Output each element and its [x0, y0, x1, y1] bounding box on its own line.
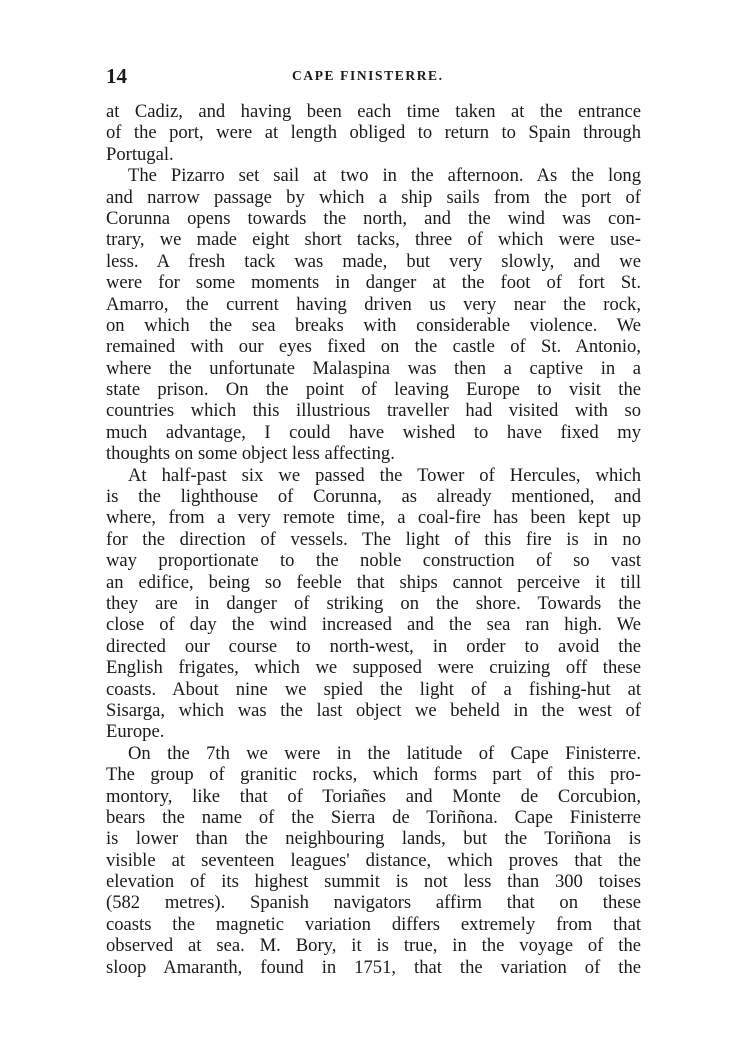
text-line: remained with our eyes fixed on the castle of St. Antonio, [106, 336, 641, 358]
running-title: CAPE FINISTERRE. [292, 68, 444, 83]
text-line: Corunna opens towards the north, and the wind was con- [106, 207, 641, 229]
text-line: directed our course to north-west, in order to avoid the [106, 635, 641, 657]
text-line: at Cadiz, and having been each time taken at the entrance [106, 101, 641, 122]
text-line: an edifice, being so feeble that ships cannot perceive it till [106, 571, 641, 593]
page-number: 14 [106, 64, 127, 88]
text-line: trary, we made eight short tacks, three of which were use- [106, 229, 641, 251]
text-line: is lower than the neighbouring lands, but the Toriñona is [106, 828, 641, 850]
text-line: coasts the magnetic variation differs extremely from that [106, 913, 641, 935]
paragraph-first-line: The Pizarro set sail at two in the afternoon. As the long [128, 165, 641, 187]
text-line: The group of granitic rocks, which forms part of this pro- [106, 764, 641, 786]
text-line: (582 metres). Spanish navigators affirm that on these [106, 892, 641, 914]
text-line: Sisarga, which was the last object we beheld in the west of [106, 699, 641, 721]
text-line: is the lighthouse of Corunna, as already mentioned, and [106, 486, 641, 508]
text-line: elevation of its highest summit is not less than 300 toises [106, 871, 641, 893]
text-line: they are in danger of striking on the shore. Towards the [106, 592, 641, 614]
text-line: thoughts on some object less affecting. [106, 443, 395, 465]
text-line: much advantage, I could have wished to have fixed my [106, 421, 641, 443]
text-line: Amarro, the current having driven us very near the rock, [106, 293, 641, 315]
paragraph-first-line: At half-past six we passed the Tower of Hercules, which [128, 464, 641, 486]
text-line: Portugal. [106, 143, 174, 165]
text-line: English frigates, which we supposed were cruizing off these [106, 657, 641, 679]
text-line: for the direction of vessels. The light of this fire is in no [106, 528, 641, 550]
text-line: of the port, were at length obliged to return to Spain through [106, 122, 641, 144]
text-line: close of day the wind increased and the sea ran high. We [106, 614, 641, 636]
text-line: countries which this illustrious traveller had visited with so [106, 400, 641, 422]
text-line: were for some moments in danger at the foot of fort St. [106, 272, 641, 294]
text-line: way proportionate to the noble construction of so vast [106, 550, 641, 572]
text-line: state prison. On the point of leaving Europe to visit the [106, 379, 641, 401]
paragraph-first-line: On the 7th we were in the latitude of Cape Finisterre. [128, 742, 641, 764]
text-line: where, from a very remote time, a coal-fire has been kept up [106, 507, 641, 529]
text-line: observed at sea. M. Bory, it is true, in the voyage of the [106, 935, 641, 957]
text-line: Europe. [106, 721, 165, 743]
text-line: and narrow passage by which a ship sails from the port of [106, 186, 641, 208]
text-line: less. A fresh tack was made, but very slowly, and we [106, 250, 641, 272]
text-line: sloop Amaranth, found in 1751, that the variation of the [106, 956, 641, 978]
text-line: bears the name of the Sierra de Toriñona. Cape Finisterre [106, 806, 641, 828]
body-text [106, 101, 641, 978]
text-line: where the unfortunate Malaspina was then a captive in a [106, 357, 641, 379]
text-line: montory, like that of Toriañes and Monte de Corcubion, [106, 785, 641, 807]
text-line: visible at seventeen leagues' distance, which proves that the [106, 849, 641, 871]
text-line: on which the sea breaks with considerable violence. We [106, 314, 641, 336]
running-head [106, 64, 641, 88]
text-line: coasts. About nine we spied the light of a fishing-hut at [106, 678, 641, 700]
